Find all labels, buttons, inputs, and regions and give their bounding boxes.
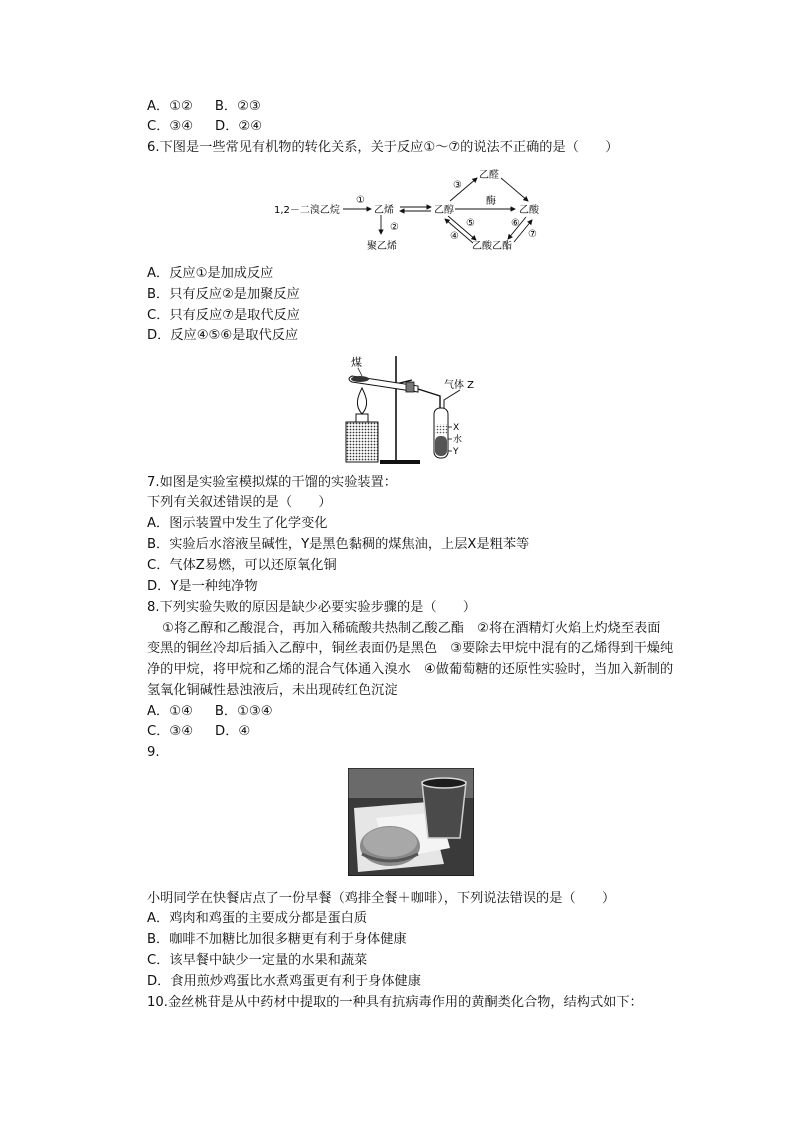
- q9-stem: 小明同学在快餐店点了一份早餐（鸡排全餐＋咖啡），下列说法错误的是（ ）: [147, 891, 616, 906]
- label-y: Y: [453, 447, 459, 457]
- label-gas-z: 气体 Z: [444, 380, 475, 391]
- q9-number: 9.: [147, 745, 160, 760]
- q8-options-row1: [147, 702, 273, 722]
- q8-option-d: D．④: [215, 724, 251, 739]
- alcohol-lamp: [346, 422, 378, 462]
- q7-stem: 7.如图是实验室模拟煤的干馏的实验装置：: [147, 475, 397, 490]
- label-r3: ③: [453, 180, 462, 191]
- q8-stem: 8.下列实验失败的原因是缺少必要实验步骤的是（ ）: [147, 600, 477, 615]
- q6-option-c: C．只有反应⑦是取代反应: [147, 308, 300, 323]
- q7-option-c: C．气体Z易燃，可以还原氧化铜: [147, 558, 337, 573]
- q5-options-row1: [147, 97, 261, 117]
- coal-distillation-apparatus: [340, 350, 490, 466]
- q8-paragraph-line-4: 氢氧化铜碱性悬浊液后，未出现砖红色沉淀: [147, 683, 398, 698]
- label-enzyme: 酶: [486, 196, 496, 207]
- coal-sample: [351, 376, 369, 382]
- q6-option-d: D．反应④⑤⑥是取代反应: [147, 328, 299, 343]
- breakfast-photo: [348, 768, 474, 876]
- q8-option-a: A．①④: [147, 704, 193, 719]
- q8-paragraph-line-2: 变黑的铜丝冷却后插入乙醇中，铜丝表面仍是黑色 ③要除去甲烷中混有的乙烯得到干燥纯: [147, 641, 674, 656]
- q8-paragraph-line-3: 净的甲烷，将甲烷和乙烯的混合气体通入溴水 ④做葡萄糖的还原性实验时，当加入新制的: [147, 662, 674, 677]
- q9-option-b: B．咖啡不加糖比加很多糖更有利于身体健康: [147, 932, 407, 947]
- flame-icon: [357, 388, 366, 414]
- node-acetaldehyde: 乙醛: [479, 170, 499, 181]
- label-r7: ⑦: [528, 229, 537, 240]
- q6-option-b: B．只有反应②是加聚反应: [147, 287, 300, 302]
- q7-stem-2: 下列有关叙述错误的是（ ）: [147, 495, 332, 510]
- node-polyethylene: 聚乙烯: [367, 241, 397, 252]
- label-r1: ①: [356, 195, 365, 206]
- node-ethylene: 乙烯: [374, 205, 394, 216]
- q9-option-c: C．该早餐中缺少一定量的水果和蔬菜: [147, 953, 368, 968]
- node-ethanol: 乙醇: [434, 205, 454, 216]
- q8-paragraph-line-1: ①将乙醇和乙酸混合，再加入稀硫酸共热制乙酸乙酯 ②将在酒精灯火焰上灼烧至表面: [162, 621, 661, 636]
- coffee-cup: [422, 782, 466, 838]
- q6-option-a: A．反应①是加成反应: [147, 266, 274, 281]
- q10-stem: 10.金丝桃苷是从中药材中提取的一种具有抗病毒作用的黄酮类化合物，结构式如下：: [147, 995, 643, 1010]
- q9-option-a: A．鸡肉和鸡蛋的主要成分都是蛋白质: [147, 911, 368, 926]
- label-x: X: [453, 423, 460, 433]
- q8-options-row2: [147, 722, 250, 742]
- label-r2: ②: [390, 222, 399, 233]
- node-dibromoethane: 1,2－二溴乙烷: [274, 205, 340, 216]
- q7-option-d: D．Y是一种纯净物: [147, 579, 258, 594]
- label-r5: ⑤: [466, 218, 475, 229]
- q6-stem: 6.下图是一些常见有机物的转化关系，关于反应①～⑦的说法不正确的是（ ）: [147, 140, 619, 155]
- q5-option-d: D．②④: [215, 119, 263, 134]
- node-ethyl-acetate: 乙酸乙酯: [472, 241, 512, 252]
- label-coal: 煤: [351, 356, 362, 369]
- q9-option-d: D．食用煎炒鸡蛋比水煮鸡蛋更有利于身体健康: [147, 974, 421, 989]
- q5-option-a: A．①②: [147, 99, 193, 114]
- q8-option-b: B．①③④: [214, 704, 273, 719]
- label-r6: ⑥: [511, 218, 520, 229]
- q5-option-b: B．②③: [214, 99, 261, 114]
- q8-option-c: C．③④: [147, 724, 194, 739]
- label-r4: ④: [450, 231, 459, 242]
- q7-option-a: A．图示装置中发生了化学变化: [147, 516, 328, 531]
- label-water: 水: [453, 435, 463, 445]
- q5-options-row2: [147, 117, 262, 137]
- node-acetic-acid: 乙酸: [519, 205, 539, 216]
- q5-option-c: C．③④: [147, 119, 194, 134]
- q6-conversion-diagram: [270, 164, 560, 256]
- q7-option-b: B．实验后水溶液呈碱性，Y是黑色黏稠的煤焦油，上层X是粗苯等: [147, 537, 530, 552]
